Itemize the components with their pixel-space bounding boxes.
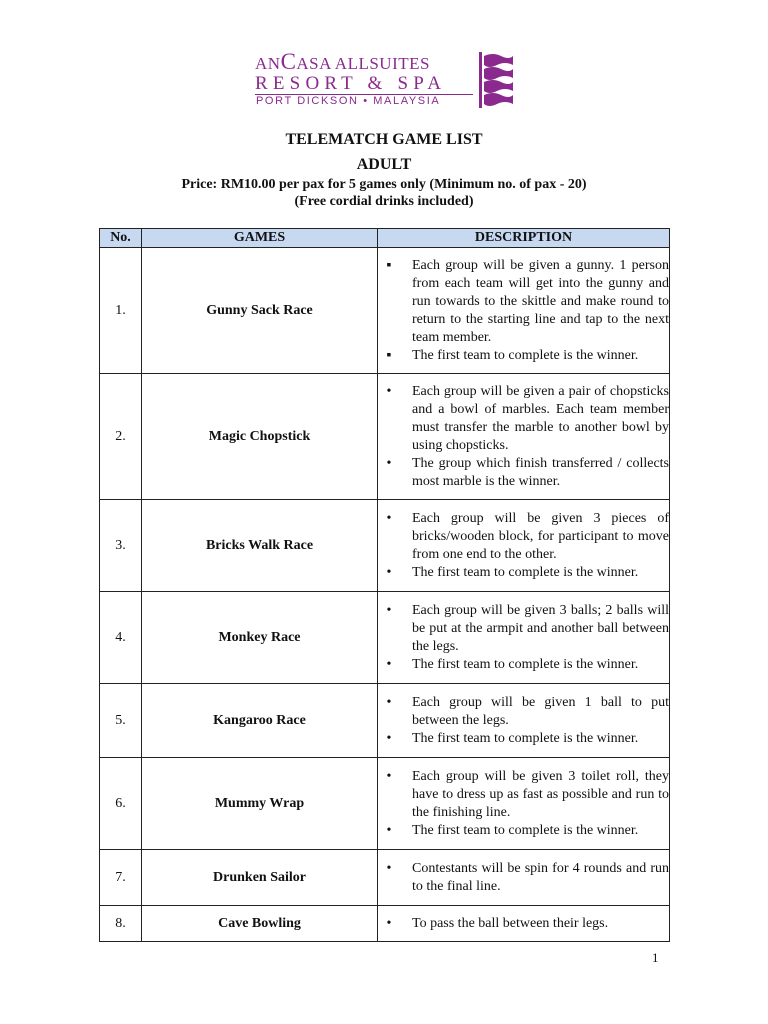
list-item-text: Each group will be given 3 pieces of bricks/wooden block, for participant to move from one end to the other. [412,510,669,562]
description-list [378,694,669,748]
game-number: 4. [100,592,142,684]
game-description [378,850,670,906]
description-list [378,257,669,365]
list-item [378,656,669,674]
list-item [378,822,669,840]
logo-brand-an: AN [255,54,281,73]
game-number: 2. [100,374,142,500]
logo-brand-rest: ASA ALLSUITES [296,54,430,73]
bullet-icon: • [386,768,392,784]
list-item [378,257,669,347]
game-number: 8. [100,906,142,942]
game-name: Bricks Walk Race [142,500,378,592]
logo-brand-c: C [280,49,297,74]
list-item [378,347,669,365]
list-item-text: The first team to complete is the winner. [412,347,639,363]
column-header-no: No. [100,229,142,248]
list-item [378,768,669,822]
game-number: 6. [100,758,142,850]
list-item [378,455,669,491]
list-item-text: Each group will be given a gunny. 1 person from each team will get into the gunny and run towards to the skittle and make round to return to the starting line and tap to the next team member. [412,257,669,345]
list-item [378,730,669,748]
bullet-icon: • [386,656,392,672]
list-item-text: Each group will be given 3 toilet roll, they have to dress up as fast as possible and run to the finishing line. [412,768,669,820]
list-item-text: To pass the ball between their legs. [412,915,609,931]
description-list [378,510,669,582]
table-row [100,374,670,500]
bullet-icon: • [386,383,392,399]
games-table [99,228,670,942]
page-number: 1 [652,950,659,965]
list-item-text: The first team to complete is the winner. [412,564,639,580]
description-list [378,768,669,840]
description-list [378,915,669,933]
list-item-text: Each group will be given 1 ball to put between the legs. [412,694,669,728]
page-subtitle: ADULT [356,156,412,173]
description-list [378,860,669,896]
game-name: Monkey Race [142,592,378,684]
wave-flag-icon [479,52,513,108]
game-number: 3. [100,500,142,592]
bullet-icon: • [386,860,392,876]
game-description [378,684,670,758]
bullet-icon: ▪ [386,257,392,273]
table-header-row [100,229,670,248]
resort-logo [253,48,515,112]
page-title: TELEMATCH GAME LIST [285,131,483,148]
bullet-icon: ▪ [386,347,392,363]
game-number: 7. [100,850,142,906]
bullet-icon: • [386,915,392,931]
list-item-text: The first team to complete is the winner. [412,822,639,838]
list-item-text: The first team to complete is the winner. [412,730,639,746]
game-name: Cave Bowling [142,906,378,942]
game-description [378,758,670,850]
game-name: Gunny Sack Race [142,248,378,374]
table-row [100,500,670,592]
game-number: 5. [100,684,142,758]
table-row [100,906,670,942]
logo-location: PORT DICKSON • MALAYSIA [256,95,441,107]
game-description [378,374,670,500]
list-item [378,694,669,730]
game-name: Mummy Wrap [142,758,378,850]
list-item [378,564,669,582]
table-row [100,850,670,906]
list-item-text: The first team to complete is the winner. [412,656,639,672]
description-list [378,383,669,491]
list-item-text: Each group will be given a pair of chopsticks and a bowl of marbles. Each team member must transfer the marble to another bowl by using chopsticks. [412,383,669,453]
column-header-description: DESCRIPTION [378,229,670,248]
game-description [378,592,670,684]
list-item-text: The group which finish transferred / collects most marble is the winner. [412,455,669,489]
list-item [378,510,669,564]
table-row [100,758,670,850]
drinks-note: (Free cordial drinks included) [294,194,474,209]
game-name: Drunken Sailor [142,850,378,906]
bullet-icon: • [386,510,392,526]
table-row [100,592,670,684]
game-description [378,248,670,374]
table-row [100,684,670,758]
logo-brand-name [255,50,430,73]
bullet-icon: • [386,455,392,471]
list-item-text: Contestants will be spin for 4 rounds and run to the final line. [412,860,669,894]
bullet-icon: • [386,564,392,580]
game-name: Kangaroo Race [142,684,378,758]
game-number: 1. [100,248,142,374]
bullet-icon: • [386,730,392,746]
list-item [378,860,669,896]
list-item [378,915,669,933]
table-row [100,248,670,374]
list-item [378,383,669,455]
game-description [378,906,670,942]
game-description [378,500,670,592]
price-line: Price: RM10.00 per pax for 5 games only (Minimum no. of pax - 20) [181,177,587,192]
bullet-icon: • [386,694,392,710]
bullet-icon: • [386,602,392,618]
bullet-icon: • [386,822,392,838]
column-header-games: GAMES [142,229,378,248]
list-item-text: Each group will be given 3 balls; 2 balls will be put at the armpit and another ball between the legs. [412,602,669,654]
description-list [378,602,669,674]
logo-resort-spa: RESORT & SPA [255,73,447,94]
game-name: Magic Chopstick [142,374,378,500]
list-item [378,602,669,656]
